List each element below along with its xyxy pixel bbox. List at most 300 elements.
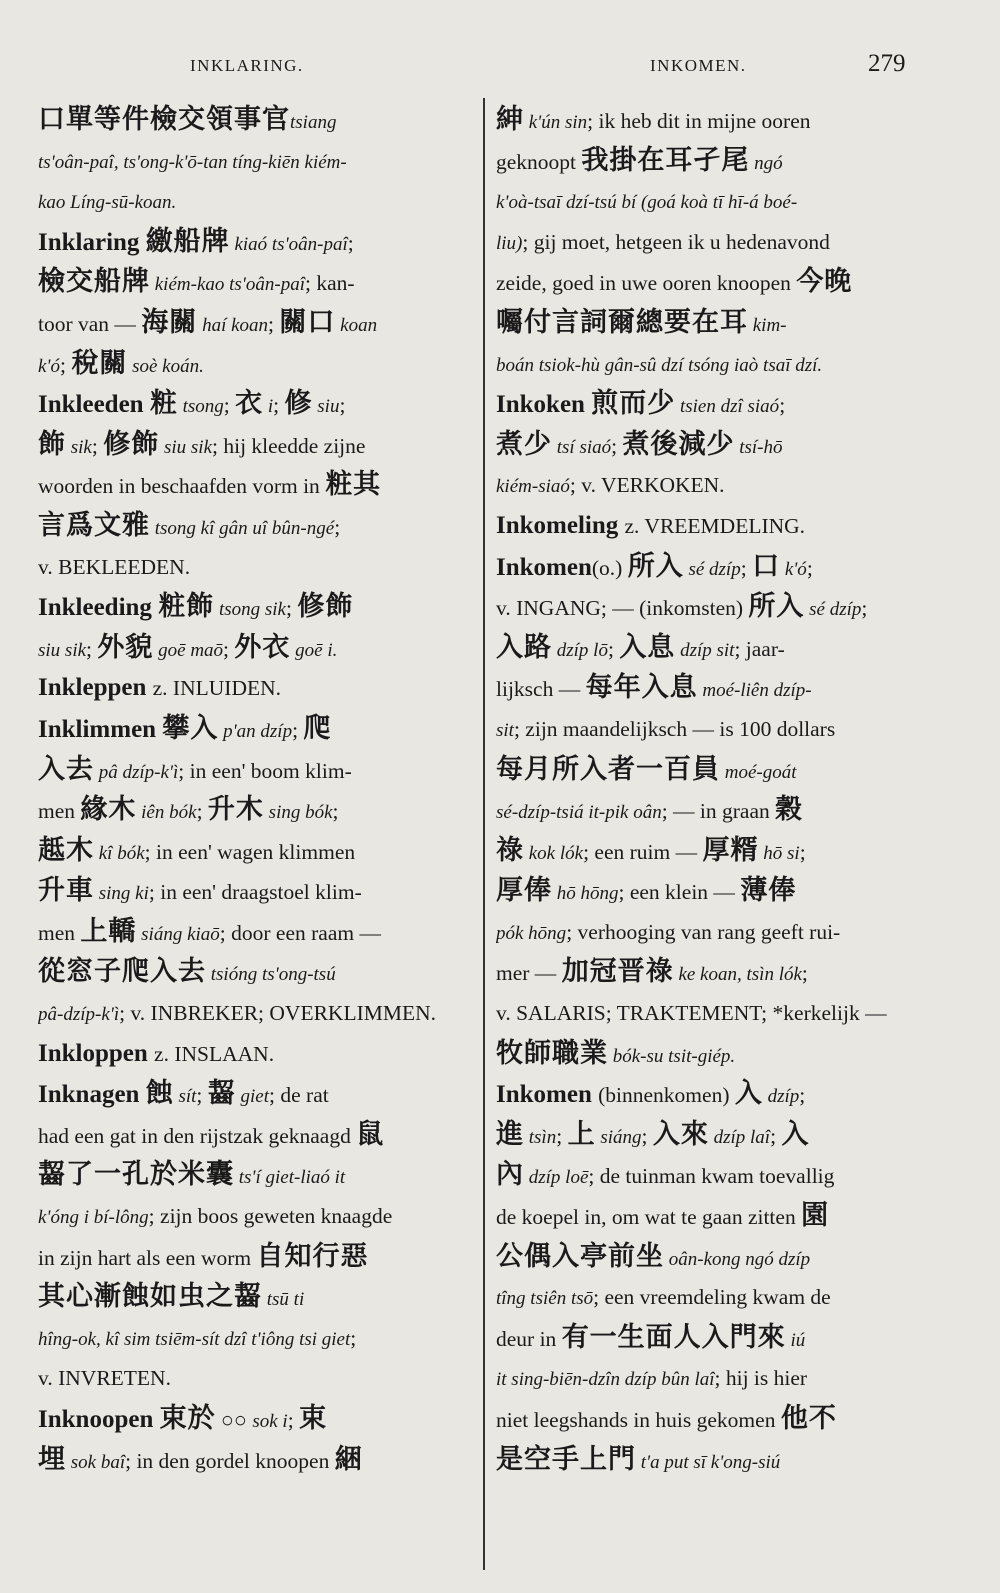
romanization: tsū ti: [262, 1289, 305, 1311]
right-column-line: [496, 262, 916, 303]
chinese-characters: 言爲文雅: [38, 509, 150, 541]
romanization: liu): [496, 232, 523, 254]
chinese-characters: 繳船牌: [145, 225, 230, 257]
chinese-characters: 入來: [652, 1118, 709, 1150]
romanization: moé-goát: [720, 761, 797, 783]
chinese-characters: 稅關: [71, 347, 128, 379]
romanization: siu sik: [38, 639, 87, 661]
right-column-line: [496, 587, 916, 628]
chinese-characters: 齧: [207, 1078, 236, 1110]
definition-text: deur in: [496, 1326, 562, 1351]
romanization: dzíp laî: [708, 1126, 771, 1148]
romanization: kok lók: [524, 842, 584, 864]
left-column-line: [38, 1155, 466, 1196]
chinese-characters: 穀: [775, 794, 804, 826]
romanization: kiém-siaó: [496, 476, 570, 498]
chinese-characters: 齧了一孔於米囊: [38, 1159, 234, 1191]
definition-text: ;: [287, 1408, 300, 1432]
romanization: ke koan, tsìn lók: [673, 964, 802, 986]
definition-text: ; door een raam —: [219, 920, 381, 945]
romanization: iên bók: [136, 802, 197, 824]
right-column-line: [496, 1155, 916, 1196]
left-column-line: [38, 384, 466, 425]
right-column-line: [496, 790, 916, 831]
chinese-characters: 修: [284, 388, 313, 420]
chinese-characters: 關口: [279, 306, 336, 338]
left-column-line: [38, 668, 466, 709]
right-column-line: [496, 222, 916, 263]
definition-text: ;: [339, 393, 346, 418]
chinese-characters: 囑付言詞爾總要在耳: [496, 306, 748, 338]
chinese-characters: 束於: [159, 1403, 216, 1434]
left-column-line: [38, 1034, 466, 1075]
romanization: dzíp loē: [524, 1167, 589, 1189]
left-column-line: [38, 344, 466, 385]
romanization: kao Líng-sū-koan.: [38, 192, 177, 214]
definition-text: ; v. INBREKER; OVERKLIMMEN.: [119, 1001, 437, 1026]
chinese-characters: 束: [299, 1403, 328, 1434]
definition-text: ; v. VERKOKEN.: [569, 473, 725, 498]
right-column-line: [496, 1074, 916, 1115]
definition-text: v. INGANG; — (inkomsten): [496, 596, 749, 621]
definition-text: z. INLUIDEN.: [152, 676, 282, 701]
definition-text: ;: [779, 393, 786, 418]
right-column-line: [496, 912, 916, 953]
chinese-characters: 入: [781, 1118, 810, 1150]
definition-text: ; de rat: [269, 1083, 329, 1108]
right-column-line: [496, 709, 916, 750]
definition-text: geknoopt: [496, 149, 582, 174]
chinese-characters: 我掛在耳孑尾: [581, 144, 750, 176]
definition-text: ;: [86, 636, 98, 661]
right-column-line: [496, 993, 916, 1034]
chinese-characters: 他不: [780, 1403, 837, 1434]
right-column-line: [496, 506, 916, 547]
chinese-characters: 加冠晋祿: [561, 956, 674, 988]
chinese-characters: 檢交船牌: [38, 266, 150, 298]
definition-text: (o.): [591, 555, 628, 580]
romanization: oân-kong ngó dzíp: [664, 1248, 811, 1270]
romanization: kim-: [748, 314, 787, 336]
romanization: sing ki: [94, 883, 149, 905]
left-column-line: [38, 709, 466, 750]
definition-text: ;: [268, 311, 280, 336]
headword: Inkomeling: [496, 511, 625, 539]
left-column-line: [38, 993, 466, 1034]
right-column: [496, 100, 916, 1480]
running-head-left: INKLARING.: [190, 56, 304, 75]
chinese-characters: 粧飾: [158, 591, 215, 623]
definition-text: ; zijn maandelijksch — is 100 dollars: [513, 716, 836, 741]
definition-text: ;: [223, 393, 236, 418]
romanization: tsong: [177, 396, 224, 418]
right-column-line: [496, 1318, 916, 1359]
chinese-characters: 綑: [334, 1443, 363, 1475]
romanization: ts'í giet-liaó it: [234, 1167, 346, 1189]
chinese-characters: 所入: [748, 591, 805, 623]
chinese-characters: 升木: [207, 794, 264, 826]
definition-text: woorden in beschaafden vorm in: [38, 474, 326, 499]
definition-text: ; de tuinman kwam toevallig: [588, 1164, 835, 1189]
romanization: kî bók: [94, 842, 145, 864]
right-column-line: [496, 465, 916, 506]
chinese-characters: 上: [567, 1118, 596, 1150]
romanization: koan: [335, 314, 378, 336]
romanization: pók hōng: [496, 922, 567, 944]
definition-text: ; gij moet, hetgeen ik u hedenavond: [522, 229, 830, 254]
chinese-characters: 有一生面人入門來: [561, 1321, 786, 1353]
definition-text: zeide, goed in uwe ooren knoopen: [496, 271, 797, 296]
chinese-characters: 每月所入者一百員: [496, 753, 720, 785]
definition-text: ; hij kleedde zijne: [212, 433, 366, 458]
right-column-line: [496, 1277, 916, 1318]
romanization: sing bók: [263, 802, 333, 824]
romanization: it sing-biēn-dzîn dzíp bûn laî: [496, 1369, 715, 1391]
right-column-line: [496, 181, 916, 222]
definition-text: in zijn hart als een worm: [38, 1245, 257, 1270]
chinese-characters: 煎而少: [591, 388, 676, 420]
definition-text: ;: [332, 799, 339, 824]
definition-text: ;: [60, 352, 72, 377]
chinese-characters: 緣木: [80, 794, 137, 826]
romanization: hō hōng: [552, 883, 619, 905]
romanization: dzíp sit: [675, 639, 735, 661]
right-column-line: [496, 1237, 916, 1278]
right-column-line: [496, 1034, 916, 1075]
right-column-line: [496, 831, 916, 872]
definition-text: had een gat in den rijstzak geknaagd: [38, 1123, 357, 1148]
chinese-characters: 今晚: [796, 266, 853, 298]
left-column-line: [38, 1115, 466, 1156]
definition-text: niet leegshands in huis gekomen: [496, 1408, 781, 1432]
chinese-characters: 修飾: [297, 591, 354, 623]
right-column-line: [496, 547, 916, 588]
right-column-line: [496, 303, 916, 344]
romanization: tsìn: [524, 1126, 557, 1148]
left-column-line: [38, 222, 466, 263]
definition-text: ;: [196, 799, 208, 824]
romanization: k'óng i bí-lông: [38, 1207, 149, 1229]
chinese-characters: 公偶入亭前坐: [496, 1240, 664, 1272]
definition-text: v. SALARIS; TRAKTEMENT; *kerkelijk —: [496, 1001, 887, 1026]
definition-text: ; een vreemdeling kwam de: [593, 1285, 831, 1310]
chinese-characters: 厚糈: [702, 834, 759, 866]
definition-text: ;: [223, 636, 235, 661]
definition-text: ; in een' draagstoel klim-: [148, 880, 362, 905]
definition-text: toor van —: [38, 311, 142, 336]
chinese-characters: 進: [496, 1118, 524, 1150]
definition-text: ;: [806, 555, 813, 580]
romanization: ngó: [749, 152, 783, 174]
definition-text: (binnenkomen): [598, 1083, 735, 1108]
romanization: k'ó: [780, 558, 807, 580]
definition-text: men: [38, 799, 81, 824]
headword: Inklimmen: [38, 715, 163, 743]
romanization: sé dzíp: [683, 558, 741, 580]
left-column-line: [38, 465, 466, 506]
right-column-line: [496, 100, 916, 141]
chinese-characters: 從窓子爬入去: [38, 956, 206, 988]
definition-text: z. INSLAAN.: [154, 1041, 275, 1066]
right-column-line: [496, 384, 916, 425]
romanization: tsong sik: [214, 599, 286, 621]
chinese-characters: 鼠: [356, 1118, 385, 1150]
romanization: sok i: [252, 1411, 288, 1432]
chinese-characters: 內: [496, 1159, 524, 1191]
right-column-line: [496, 425, 916, 466]
definition-text: v. INVRETEN.: [38, 1366, 171, 1391]
definition-text: ;: [292, 717, 304, 742]
chinese-characters: 是空手上門: [496, 1443, 636, 1475]
chinese-characters: 煮後減少: [622, 428, 735, 460]
romanization: bók-su tsit-giép.: [608, 1045, 736, 1067]
chinese-characters: 每年入息: [585, 672, 698, 704]
romanization: sé-dzíp-tsiá it-pik oân: [496, 802, 662, 824]
left-column-line: [38, 750, 466, 791]
romanization: siáng: [595, 1126, 642, 1148]
definition-text: z. VREEMDELING.: [624, 513, 806, 538]
definition-text: ; hij is hier: [714, 1366, 808, 1391]
romanization: sik: [66, 436, 92, 458]
definition-text: ;: [196, 1083, 208, 1108]
romanization: kiaó ts'oân-paî: [229, 233, 348, 255]
chinese-characters: 厚俸: [496, 875, 552, 907]
chinese-characters: 粧其: [325, 469, 382, 501]
chinese-characters: 園: [801, 1200, 830, 1232]
left-column-line: [38, 952, 466, 993]
definition-text: ;: [861, 596, 868, 621]
right-column-line: [496, 1399, 916, 1440]
definition-text: ; in den gordel knoopen: [125, 1448, 335, 1473]
chinese-characters: 入路: [496, 631, 552, 663]
chinese-characters: 外貌: [97, 631, 154, 663]
headword: Inkleeden: [38, 391, 150, 419]
romanization: sé dzíp: [804, 599, 862, 621]
chinese-characters: 海關: [141, 306, 198, 338]
romanization: giet: [235, 1086, 270, 1108]
definition-text: ; jaar-: [734, 636, 785, 661]
right-column-line: [496, 344, 916, 385]
romanization: k'ún sin: [524, 112, 588, 133]
definition-text: ;: [347, 230, 354, 255]
romanization: siu sik: [159, 436, 212, 458]
romanization: sít: [173, 1086, 197, 1108]
left-column-line: [38, 628, 466, 669]
chinese-characters: 上轎: [80, 915, 137, 947]
romanization: moé-liên dzíp-: [697, 680, 812, 702]
chinese-characters: 趆木: [38, 834, 94, 866]
definition-text: ; een ruim —: [583, 839, 703, 864]
right-column-line: [496, 1115, 916, 1156]
left-column-line: [38, 1440, 466, 1481]
headword: Inkoken: [496, 391, 592, 419]
left-column-line: [38, 141, 466, 182]
chinese-characters: 攀入: [162, 712, 219, 744]
left-column-line: [38, 1237, 466, 1278]
chinese-characters: 埋: [38, 1443, 66, 1475]
definition-text: ;: [556, 1123, 568, 1148]
definition-text: mer —: [496, 961, 562, 986]
right-column-line: [496, 628, 916, 669]
definition-text: ; zijn boos geweten knaagde: [148, 1204, 393, 1229]
definition-text: ; — in graan: [661, 799, 776, 824]
definition-text: ;: [799, 839, 806, 864]
left-column-line: [38, 1399, 466, 1440]
romanization: tsiang: [290, 112, 337, 133]
definition-text: ;: [770, 1123, 782, 1148]
romanization: sit: [496, 719, 514, 741]
chinese-characters: 祿: [496, 834, 524, 866]
romanization: goē i.: [290, 639, 338, 661]
chinese-characters: 所入: [627, 550, 684, 582]
left-column-line: [38, 303, 466, 344]
romanization: tîng tsiên tsō: [496, 1288, 594, 1310]
romanization: pâ dzíp-k'ì: [94, 761, 179, 783]
left-column-line: [38, 587, 466, 628]
definition-text: ;: [740, 555, 753, 580]
right-column-line: [496, 1358, 916, 1399]
right-column-line: [496, 1440, 916, 1481]
running-head: [0, 50, 1000, 90]
right-column-line: [496, 141, 916, 182]
romanization: ts'oân-paî, ts'ong-k'ō-tan tíng-kiēn kiém-: [38, 151, 347, 173]
headword: Inkomen: [496, 1081, 599, 1109]
romanization: dzíp lō: [552, 639, 608, 661]
headword: Inkleeding: [38, 594, 159, 622]
chinese-characters: 升車: [38, 875, 94, 907]
definition-text: ;: [611, 433, 623, 458]
romanization: tsien dzî siaó: [675, 396, 780, 418]
chinese-characters: 口單等件檢交領事官: [38, 104, 290, 135]
column-divider: [483, 98, 485, 1570]
chinese-characters: 爬: [303, 712, 332, 744]
definition-text: ; een klein —: [618, 880, 741, 905]
romanization: siu: [312, 396, 340, 418]
romanization: tsí-hō: [734, 436, 783, 458]
chinese-characters: 紳: [496, 104, 524, 135]
definition-text: ;: [334, 514, 341, 539]
page-number: 279: [868, 50, 906, 77]
definition-text: ;: [285, 596, 298, 621]
headword: Inkomen: [496, 553, 592, 581]
right-column-line: [496, 871, 916, 912]
right-column-line: [496, 1196, 916, 1237]
chinese-characters: 衣: [235, 388, 264, 420]
definition-text: lijksch —: [496, 677, 586, 702]
romanization: goē maō: [153, 639, 224, 661]
chinese-characters: 修飾: [103, 428, 160, 460]
romanization: hō si: [758, 842, 800, 864]
romanization: haí koan: [197, 314, 269, 336]
chinese-characters: 入息: [619, 631, 676, 663]
romanization: t'a put sī k'ong-siú: [636, 1451, 781, 1473]
left-column: [38, 100, 466, 1480]
left-column-line: [38, 1277, 466, 1318]
definition-text: ; in een' wagen klimmen: [144, 839, 356, 864]
right-column-line: [496, 668, 916, 709]
romanization: iú: [785, 1329, 806, 1351]
definition-text: de koepel in, om wat te gaan zitten: [496, 1205, 802, 1230]
chinese-characters: 煮少: [496, 428, 552, 460]
chinese-characters: 入: [734, 1078, 763, 1110]
definition-text: ;: [641, 1123, 653, 1148]
left-column-line: [38, 790, 466, 831]
definition-text: ; ik heb dit in mijne ooren: [587, 109, 811, 133]
left-column-line: [38, 100, 466, 141]
left-column-line: [38, 506, 466, 547]
romanization: tsong kî gân uî bûn-ngé: [150, 517, 335, 539]
romanization: dzíp: [762, 1086, 800, 1108]
chinese-characters: 其心漸蝕如虫之齧: [38, 1281, 262, 1313]
romanization: hîng-ok, kî sim tsiēm-sít dzî t'iông tsi giet: [38, 1328, 351, 1350]
chinese-characters: 口: [752, 550, 781, 582]
left-column-line: [38, 262, 466, 303]
headword: Inkloppen: [38, 1039, 155, 1067]
definition-text: ;: [350, 1325, 357, 1350]
chinese-characters: 入去: [38, 753, 94, 785]
headword: Inknoopen: [38, 1406, 160, 1433]
headword: Inkleppen: [38, 674, 153, 702]
chinese-characters: 飾: [38, 428, 66, 460]
definition-text: ;: [801, 961, 808, 986]
right-column-line: [496, 750, 916, 791]
chinese-characters: 蝕: [145, 1078, 174, 1110]
definition-text: ;: [91, 433, 104, 458]
left-column-line: [38, 425, 466, 466]
chinese-characters: 薄俸: [740, 875, 797, 907]
definition-text: ; in een' boom klim-: [178, 758, 352, 783]
left-column-line: [38, 1196, 466, 1237]
romanization: k'ó: [38, 355, 60, 377]
romanization: siáng kiaō: [136, 923, 220, 945]
definition-text: ;: [273, 393, 285, 418]
romanization: p'an dzíp: [218, 720, 293, 742]
right-column-line: [496, 952, 916, 993]
chinese-characters: 自知行惡: [256, 1240, 369, 1272]
romanization: tsí siaó: [552, 436, 612, 458]
left-column-line: [38, 181, 466, 222]
chinese-characters: 牧師職業: [496, 1037, 608, 1069]
left-column-line: [38, 831, 466, 872]
left-column-line: [38, 547, 466, 588]
left-column-line: [38, 912, 466, 953]
romanization: boán tsiok-hù gân-sû dzí tsóng iaò tsaī dzí.: [496, 354, 823, 376]
definition-text: v. BEKLEEDEN.: [38, 554, 191, 579]
romanization: sok baî: [66, 1451, 126, 1473]
romanization: soè koán.: [127, 355, 204, 377]
definition-text: ;: [607, 636, 620, 661]
definition-text: ○○: [215, 1408, 253, 1432]
romanization: pâ-dzíp-k'ì: [38, 1004, 120, 1026]
headword: Inklaring: [38, 228, 146, 256]
chinese-characters: 粧: [149, 388, 178, 420]
romanization: k'oà-tsaī dzí-tsú bí (goá koà tī hī-á boé-: [496, 192, 798, 214]
definition-text: ;: [799, 1083, 806, 1108]
left-column-line: [38, 1318, 466, 1359]
left-column-line: [38, 1074, 466, 1115]
definition-text: ; verhooging van rang geeft rui-: [566, 919, 841, 944]
romanization: kiém-kao ts'oân-paî: [150, 274, 305, 296]
definition-text: men: [38, 920, 81, 945]
romanization: i: [263, 396, 274, 418]
running-head-right: INKOMEN.: [650, 56, 747, 75]
headword: Inknagen: [38, 1081, 146, 1109]
left-column-line: [38, 871, 466, 912]
chinese-characters: 外衣: [234, 631, 291, 663]
definition-text: ; kan-: [304, 271, 355, 296]
left-column-line: [38, 1358, 466, 1399]
romanization: tsióng ts'ong-tsú: [206, 964, 336, 986]
